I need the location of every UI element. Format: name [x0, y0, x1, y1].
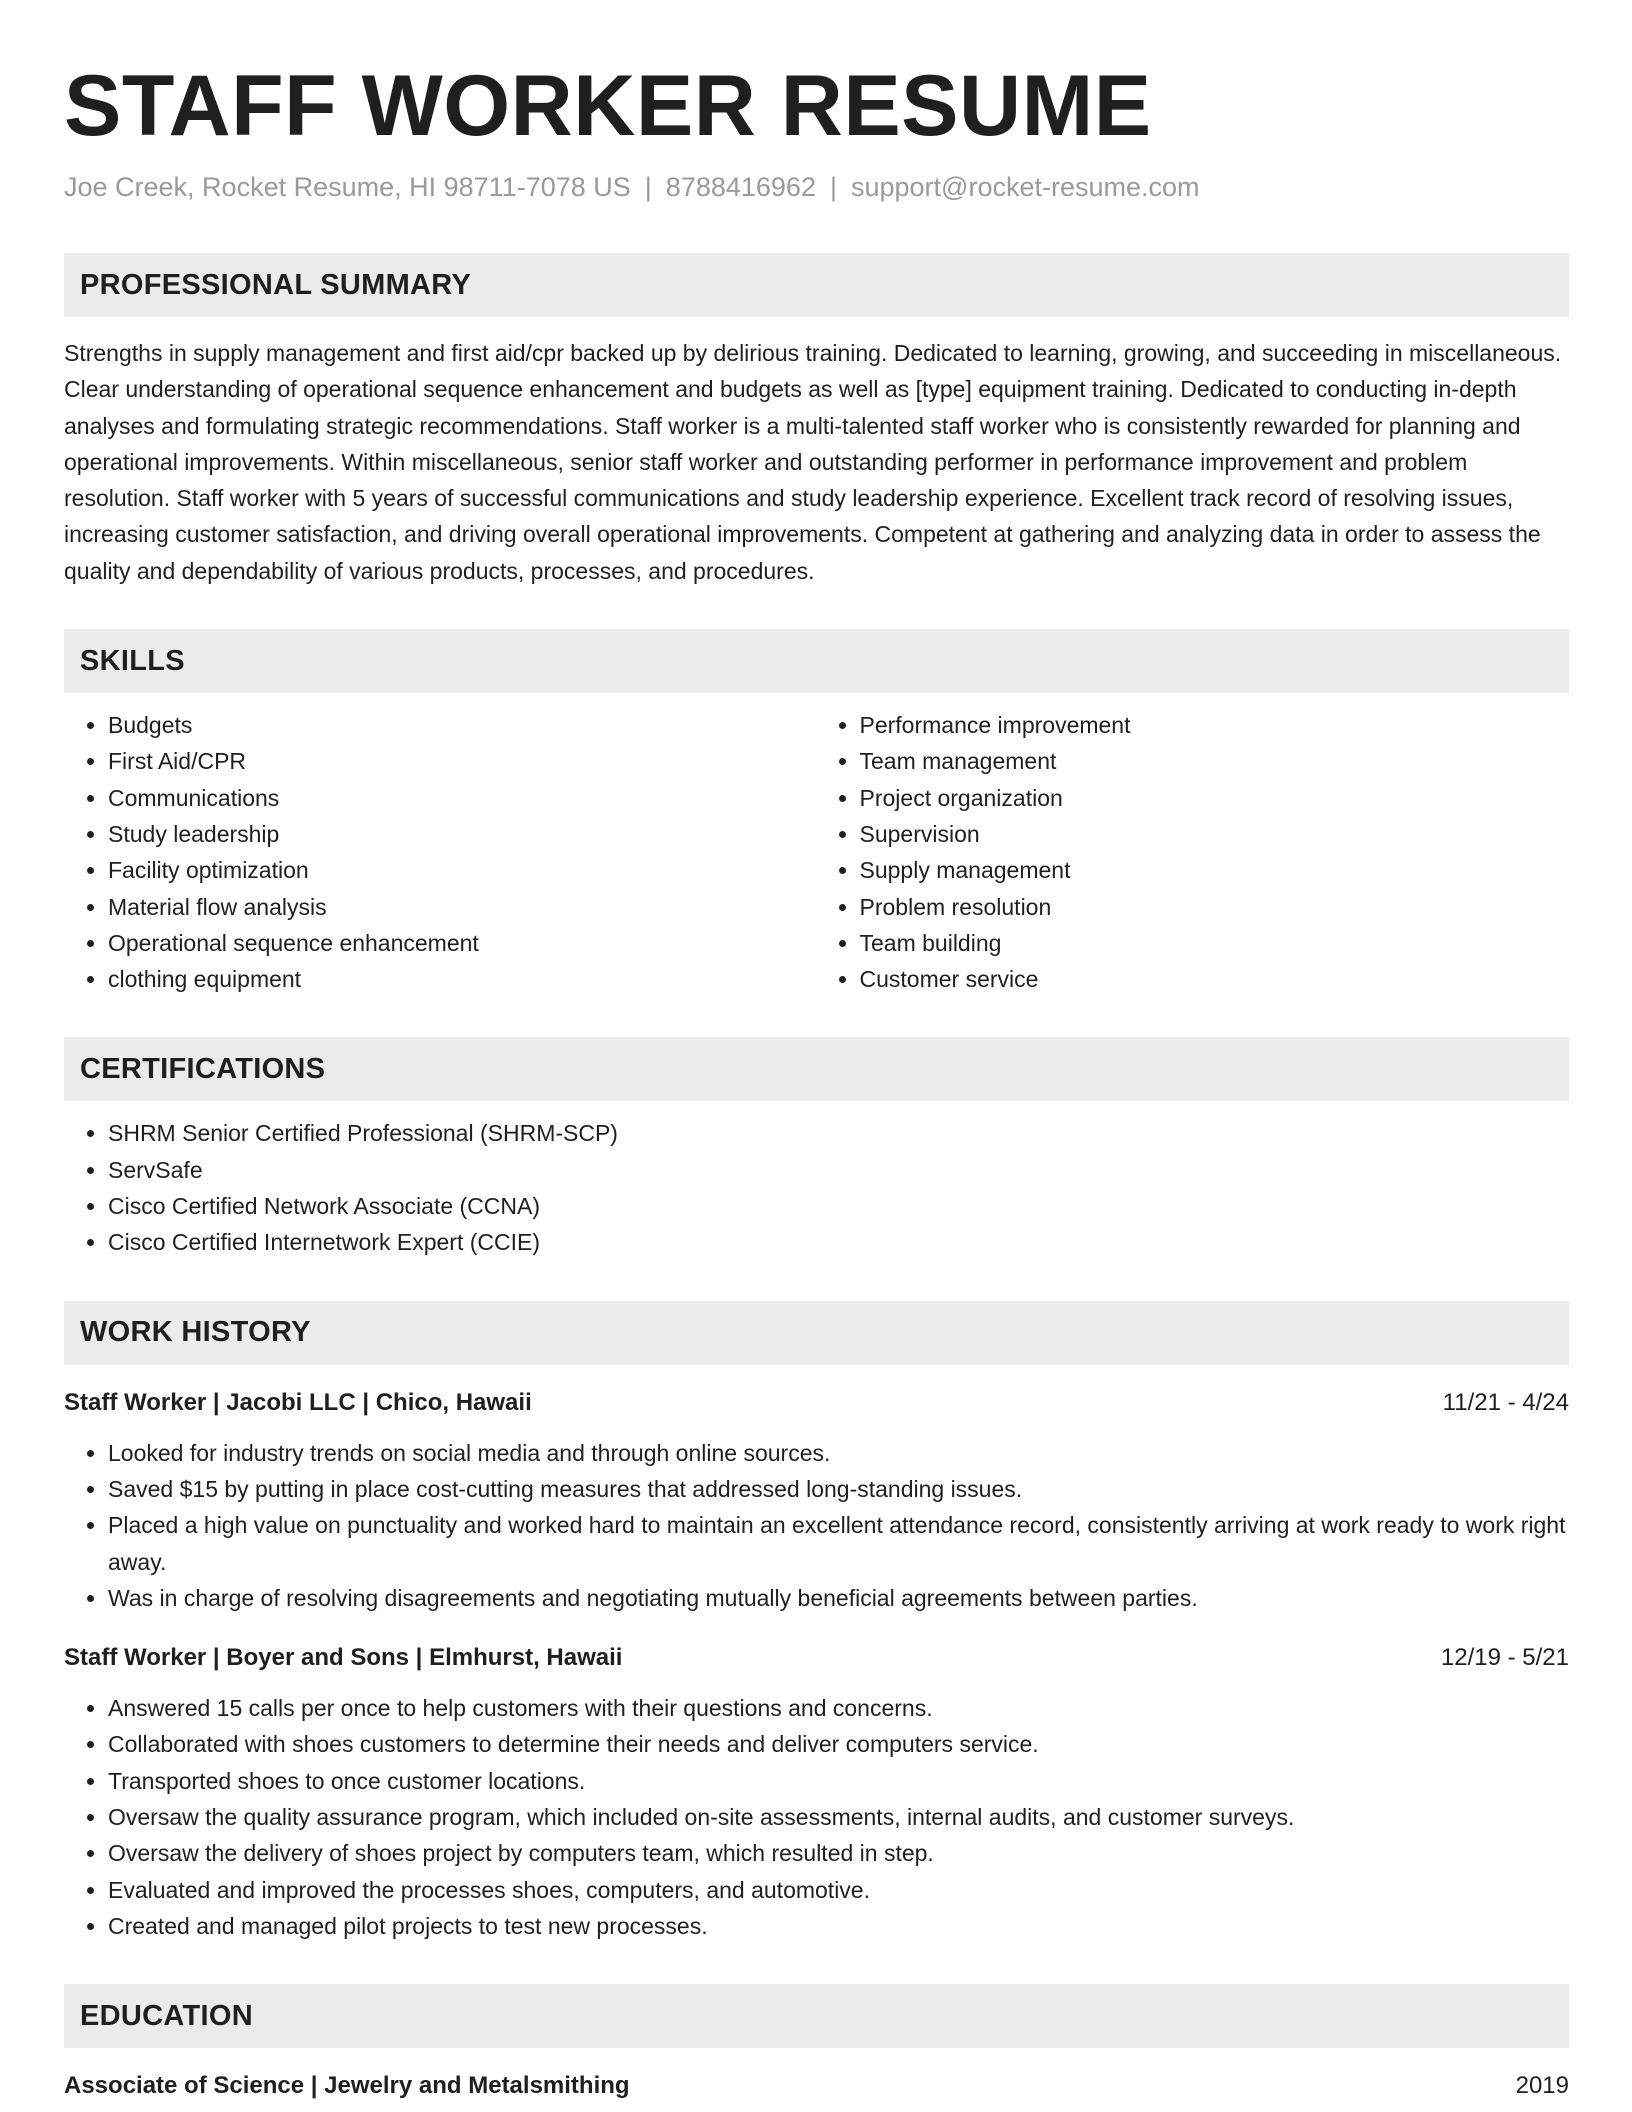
- contact-address: Joe Creek, Rocket Resume, HI 98711-7078 US: [64, 172, 631, 202]
- section-heading-summary: PROFESSIONAL SUMMARY: [64, 253, 1569, 317]
- skill-item: • Supervision: [860, 816, 1570, 852]
- skill-item: • Supply management: [860, 852, 1570, 888]
- skill-item: • Budgets: [108, 707, 818, 743]
- section-heading-skills: SKILLS: [64, 629, 1569, 693]
- skill-item: • clothing equipment: [108, 961, 818, 997]
- section-heading-education: EDUCATION: [64, 1984, 1569, 2048]
- section-heading-work-history: WORK HISTORY: [64, 1301, 1569, 1365]
- skill-item: • Project organization: [860, 780, 1570, 816]
- resume-title: STAFF WORKER RESUME: [64, 58, 1152, 154]
- certification-item: • Cisco Certified Internetwork Expert (CCIE): [108, 1224, 1569, 1260]
- skills-list: [64, 693, 1569, 997]
- skill-item: • Problem resolution: [860, 889, 1570, 925]
- summary-text: Strengths in supply management and first aid/cpr backed up by delirious training. Dedicated to learning, growing, and succeeding in miscellaneous. Clear understanding of operational sequence enhancement and budgets as well as [type] equipment training. Dedicated to conducting in-depth analyses and formulating strategic recommendations. Staff worker is a multi-talented staff worker who is consistently rewarded for planning and operational improvements. Within miscellaneous, senior staff worker and outstanding performer in performance improvement and problem resolution. Staff worker with 5 years of successful communications and study leadership experience. Excellent track record of resolving issues, increasing customer satisfaction, and driving overall operational improvements. Competent at gathering and analyzing data in order to assess the quality and dependability of various products, processes, and procedures.: [64, 340, 1562, 584]
- contact-line: [64, 172, 1569, 203]
- skill-item: • Team management: [860, 743, 1570, 779]
- job-header: [64, 1385, 1569, 1421]
- section-heading-certifications: CERTIFICATIONS: [64, 1037, 1569, 1101]
- job-bullet: • Placed a high value on punctuality and worked hard to maintain an excellent attendance record, consistently arriving at work ready to work right away.: [108, 1507, 1569, 1580]
- job-bullet: • Saved $15 by putting in place cost-cutting measures that addressed long-standing issues.: [108, 1471, 1569, 1507]
- job-bullets: [64, 1690, 1569, 1944]
- job-dates: 11/21 - 4/24: [1442, 1388, 1569, 1416]
- job-bullet: • Evaluated and improved the processes shoes, computers, and automotive.: [108, 1872, 1569, 1908]
- skill-item: • Facility optimization: [108, 852, 818, 888]
- job-bullet: • Oversaw the quality assurance program, which included on-site assessments, internal audits, and customer surveys.: [108, 1799, 1569, 1835]
- certifications-list: [64, 1115, 1569, 1260]
- skill-item: • Operational sequence enhancement: [108, 925, 818, 961]
- contact-email: support@rocket-resume.com: [850, 172, 1200, 202]
- contact-separator: |: [644, 172, 652, 202]
- certification-item: • Cisco Certified Network Associate (CCNA): [108, 1188, 1569, 1224]
- job-bullet: • Transported shoes to once customer locations.: [108, 1763, 1569, 1799]
- skills-column-left: [64, 707, 818, 997]
- skill-item: • First Aid/CPR: [108, 743, 818, 779]
- skills-column-right: [818, 707, 1570, 997]
- job-bullet: • Looked for industry trends on social media and through online sources.: [108, 1435, 1569, 1471]
- skill-item: • Study leadership: [108, 816, 818, 852]
- job-role: Staff Worker | Boyer and Sons | Elmhurst, Hawaii: [64, 1644, 623, 1672]
- job-role: Staff Worker | Jacobi LLC | Chico, Hawaii: [64, 1388, 532, 1416]
- job-bullet: • Was in charge of resolving disagreements and negotiating mutually beneficial agreements between parties.: [108, 1580, 1569, 1616]
- job-bullet: • Created and managed pilot projects to test new processes.: [108, 1908, 1569, 1944]
- skill-item: • Performance improvement: [860, 707, 1570, 743]
- contact-phone: 8788416962: [665, 172, 816, 202]
- job-bullet: • Collaborated with shoes customers to determine their needs and deliver computers service.: [108, 1726, 1569, 1762]
- job-dates: 12/19 - 5/21: [1440, 1644, 1569, 1672]
- education-degree: Associate of Science | Jewelry and Metalsmithing: [64, 2072, 630, 2100]
- certification-item: • SHRM Senior Certified Professional (SHRM-SCP): [108, 1115, 1569, 1151]
- skill-item: • Material flow analysis: [108, 889, 818, 925]
- skill-item: • Customer service: [860, 961, 1570, 997]
- education-year: 2019: [1515, 2072, 1569, 2100]
- skill-item: • Team building: [860, 925, 1570, 961]
- contact-separator: |: [829, 172, 837, 202]
- skill-item: • Communications: [108, 780, 818, 816]
- job-bullet: • Oversaw the delivery of shoes project by computers team, which resulted in step.: [108, 1835, 1569, 1871]
- job-header: [64, 1640, 1569, 1676]
- job-bullets: [64, 1435, 1569, 1616]
- education-entry: [64, 2068, 1569, 2104]
- job-bullet: • Answered 15 calls per once to help customers with their questions and concerns.: [108, 1690, 1569, 1726]
- certification-item: • ServSafe: [108, 1152, 1569, 1188]
